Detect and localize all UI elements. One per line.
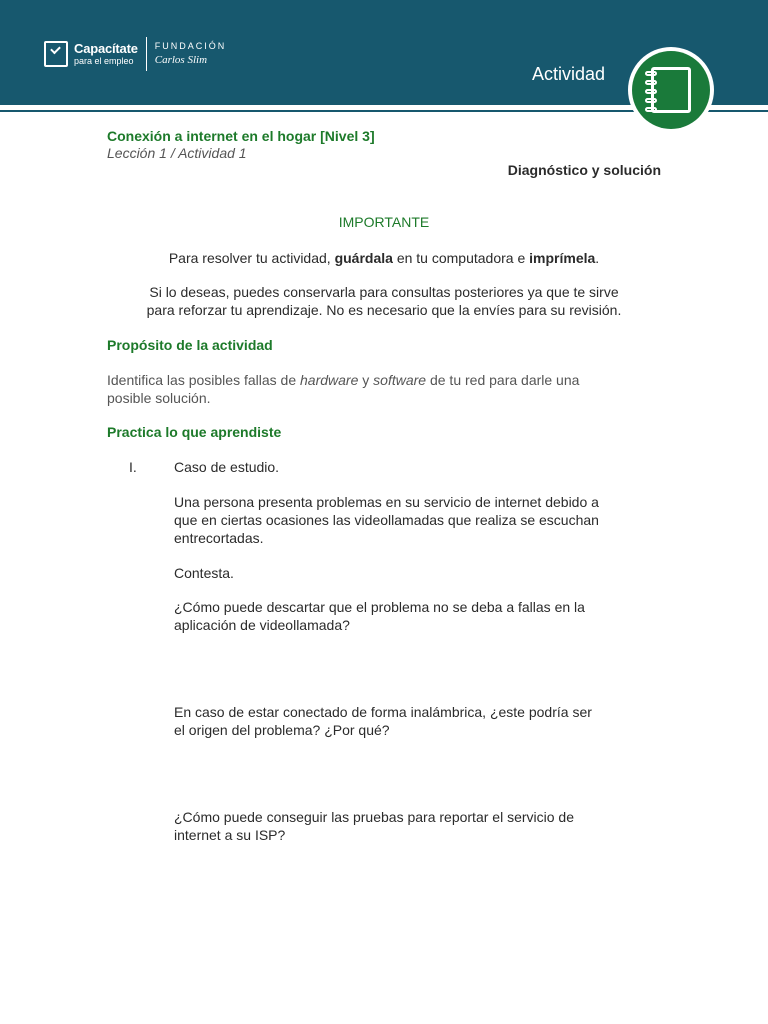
question-3-line1: ¿Cómo puede conseguir las pruebas para reportar el servicio de (174, 809, 574, 825)
question-2-line1: En caso de estar conectado de forma inalámbrica, ¿este podría ser (174, 704, 592, 720)
notebook-icon (651, 67, 691, 113)
bold-text: imprímela (529, 250, 596, 266)
logo-subtitle: para el empleo (74, 56, 134, 66)
text-span: . (595, 250, 600, 266)
activity-subtitle: Diagnóstico y solución (507, 162, 661, 178)
notebook-rings-icon (645, 71, 657, 116)
practice-heading: Practica lo que aprendiste (107, 424, 282, 440)
purpose-heading: Propósito de la actividad (107, 337, 273, 353)
important-paragraph-1 (107, 249, 661, 267)
important-paragraph-2-line1: Si lo deseas, puedes conservarla para consultas posteriores ya que te sirve (149, 284, 619, 300)
question-2-line2: el origen del problema? ¿Por qué? (174, 722, 390, 738)
answer-prompt: Contesta. (174, 565, 234, 581)
important-title: IMPORTANTE (338, 214, 430, 230)
fundacion-title: FUNDACIÓN (154, 41, 227, 51)
question-1-line1: ¿Cómo puede descartar que el problema no se deba a fallas en la (174, 599, 585, 615)
question-1-line2: aplicación de videollamada? (174, 617, 350, 633)
important-paragraph-2-line2: para reforzar tu aprendizaje. No es necesario que la envíes para su revisión. (146, 302, 622, 318)
lesson-label: Lección 1 / Actividad 1 (107, 145, 247, 161)
logo-divider (146, 37, 147, 71)
capacitate-logo (44, 36, 226, 72)
item-title: Caso de estudio. (174, 459, 280, 475)
course-title: Conexión a internet en el hogar [Nivel 3] (107, 128, 375, 144)
purpose-line1 (107, 371, 661, 389)
bold-text: guárdala (334, 250, 393, 266)
activity-badge (628, 47, 714, 133)
text-span: Para resolver tu actividad, (168, 250, 335, 266)
purpose-line2: posible solución. (107, 390, 211, 406)
italic-text: hardware (300, 372, 359, 388)
text-span: en tu computadora e (392, 250, 530, 266)
case-line3: entrecortadas. (174, 530, 264, 546)
italic-text: software (373, 372, 427, 388)
text-span: y (358, 372, 374, 388)
text-span: Identifica las posibles fallas de (107, 372, 300, 388)
activity-label: Actividad (532, 64, 606, 84)
case-line2: que en ciertas ocasiones las videollamadas que realiza se escuchan (174, 512, 599, 528)
fundacion-signature: Carlos Slim (154, 54, 208, 66)
item-number: I. (129, 459, 137, 475)
checklist-icon (44, 41, 68, 67)
question-3-line2: internet a su ISP? (174, 827, 286, 843)
fundacion-logo (155, 42, 227, 66)
logo-title: Capacítate (74, 41, 138, 56)
case-line1: Una persona presenta problemas en su servicio de internet debido a (174, 494, 599, 510)
text-span: de tu red para darle una (426, 372, 580, 388)
